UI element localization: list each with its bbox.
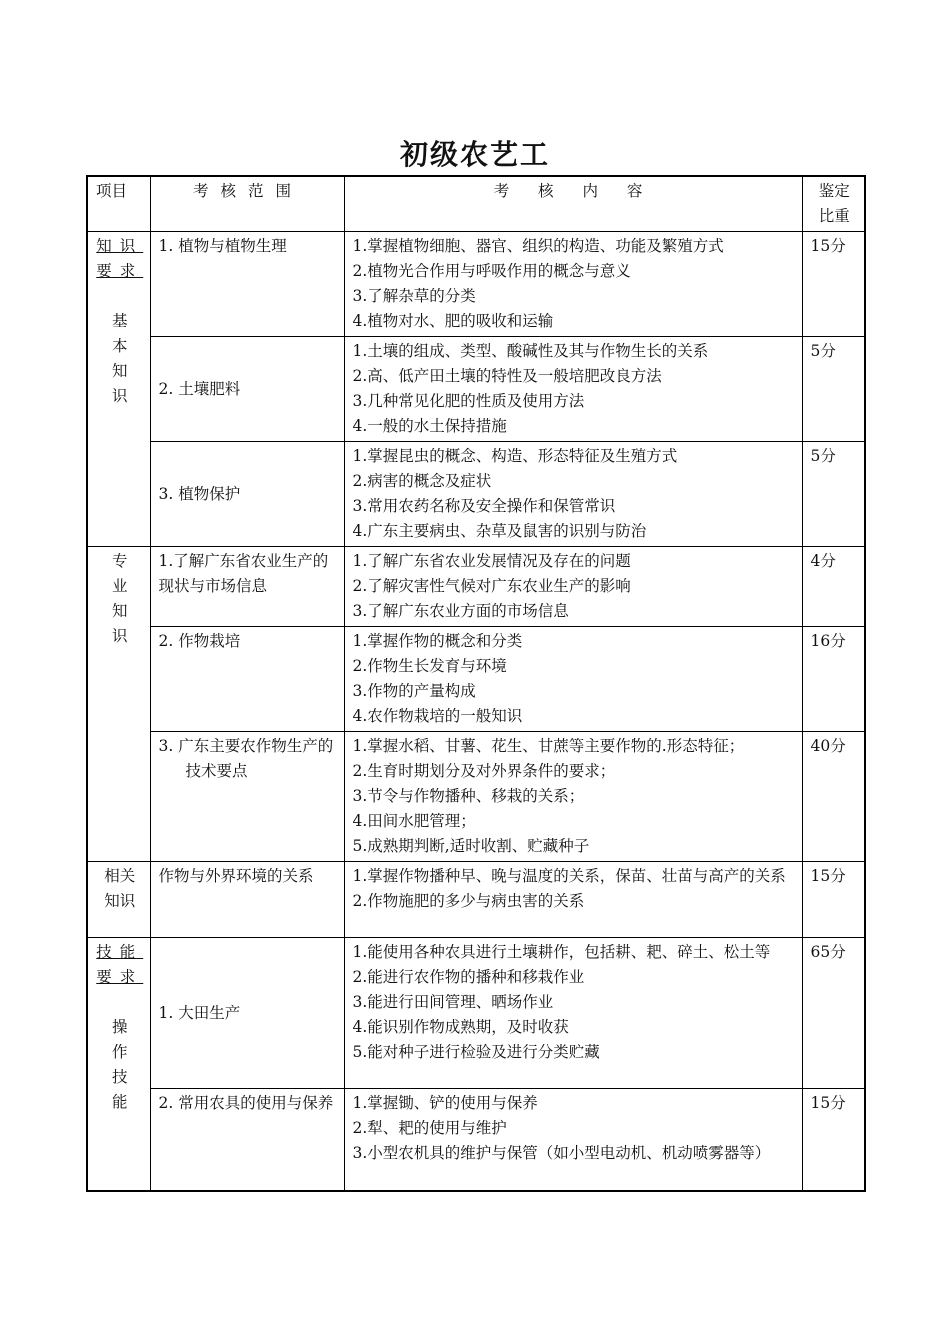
weight-cell: 15分: [802, 862, 865, 938]
table-row: [87, 938, 865, 1089]
scope-cell: 1.了解广东省农业生产的现状与市场信息: [150, 547, 344, 627]
weight-cell: 4分: [802, 547, 865, 627]
table-header-row: [87, 176, 865, 232]
category-professional-knowledge: 专 业 知 识: [87, 547, 150, 862]
table-row: [87, 1089, 865, 1191]
header-scope: 考核范围: [150, 176, 344, 232]
weight-cell: 16分: [802, 627, 865, 732]
content-cell: 1.能使用各种农具进行土壤耕作，包括耕、耙、碎土、松土等 2.能进行农作物的播种和移栽作业 3.能进行田间管理、晒场作业 4.能识别作物成熟期，及时收获 5.能对种子进行检验及进行分类贮藏: [344, 938, 802, 1089]
scope-cell: 3. 广东主要农作物生产的技术要点: [150, 732, 344, 862]
content-cell: 1.了解广东省农业发展情况及存在的问题 2.了解灾害性气候对广东农业生产的影响 3.了解广东农业方面的市场信息: [344, 547, 802, 627]
weight-cell: 40分: [802, 732, 865, 862]
weight-cell: 5分: [802, 442, 865, 547]
table-row: [87, 547, 865, 627]
content-cell: 1.掌握锄、铲的使用与保养 2.犁、耙的使用与维护 3.小型农机具的维护与保管（如小型电动机、机动喷雾器等）: [344, 1089, 802, 1191]
header-weight: 鉴定 比重: [802, 176, 865, 232]
table-row: [87, 862, 865, 938]
table-row: [87, 732, 865, 862]
content-cell: 1.土壤的组成、类型、酸碱性及其与作物生长的关系 2.高、低产田土壤的特性及一般培肥改良方法 3.几种常见化肥的性质及使用方法 4.一般的水土保持措施: [344, 337, 802, 442]
content-cell: 1.掌握作物的概念和分类 2.作物生长发育与环境 3.作物的产量构成 4.农作物栽培的一般知识: [344, 627, 802, 732]
scope-cell: 1. 大田生产: [150, 938, 344, 1089]
category-basic-knowledge: 知识要求 基 本 知 识: [87, 232, 150, 547]
header-item: 项目: [87, 176, 150, 232]
page-title: 初级农艺工: [399, 138, 550, 171]
weight-cell: 5分: [802, 337, 865, 442]
header-content: 考 核 内 容: [344, 176, 802, 232]
content-cell: 1.掌握水稻、甘薯、花生、甘蔗等主要作物的.形态特征； 2.生育时期划分及对外界条件的要求； 3.节令与作物播种、移栽的关系； 4.田间水肥管理； 5.成熟期判断,适时收割、贮藏种子: [344, 732, 802, 862]
weight-cell: 15分: [802, 232, 865, 337]
scope-cell: 1. 植物与植物生理: [150, 232, 344, 337]
category-related-knowledge: 相关 知识: [87, 862, 150, 938]
scope-cell: 2. 常用农具的使用与保养: [150, 1089, 344, 1191]
category-skill-requirements: 技能要求 操 作 技 能: [87, 938, 150, 1191]
scope-cell: 作物与外界环境的关系: [150, 862, 344, 938]
table-row: [87, 232, 865, 337]
table-row: [87, 627, 865, 732]
scope-cell: 2. 作物栽培: [150, 627, 344, 732]
content-cell: 1.掌握植物细胞、器官、组织的构造、功能及繁殖方式 2.植物光合作用与呼吸作用的概念与意义 3.了解杂草的分类 4.植物对水、肥的吸收和运输: [344, 232, 802, 337]
scope-cell: 3. 植物保护: [150, 442, 344, 547]
assessment-table: [86, 175, 866, 1192]
table-row: [87, 442, 865, 547]
weight-cell: 65分: [802, 938, 865, 1089]
content-cell: 1.掌握作物播种早、晚与温度的关系，保苗、壮苗与高产的关系 2.作物施肥的多少与病虫害的关系: [344, 862, 802, 938]
content-cell: 1.掌握昆虫的概念、构造、形态特征及生殖方式 2.病害的概念及症状 3.常用农药名称及安全操作和保管常识 4.广东主要病虫、杂草及鼠害的识别与防治: [344, 442, 802, 547]
scope-cell: 2. 土壤肥料: [150, 337, 344, 442]
table-row: [87, 337, 865, 442]
weight-cell: 15分: [802, 1089, 865, 1191]
